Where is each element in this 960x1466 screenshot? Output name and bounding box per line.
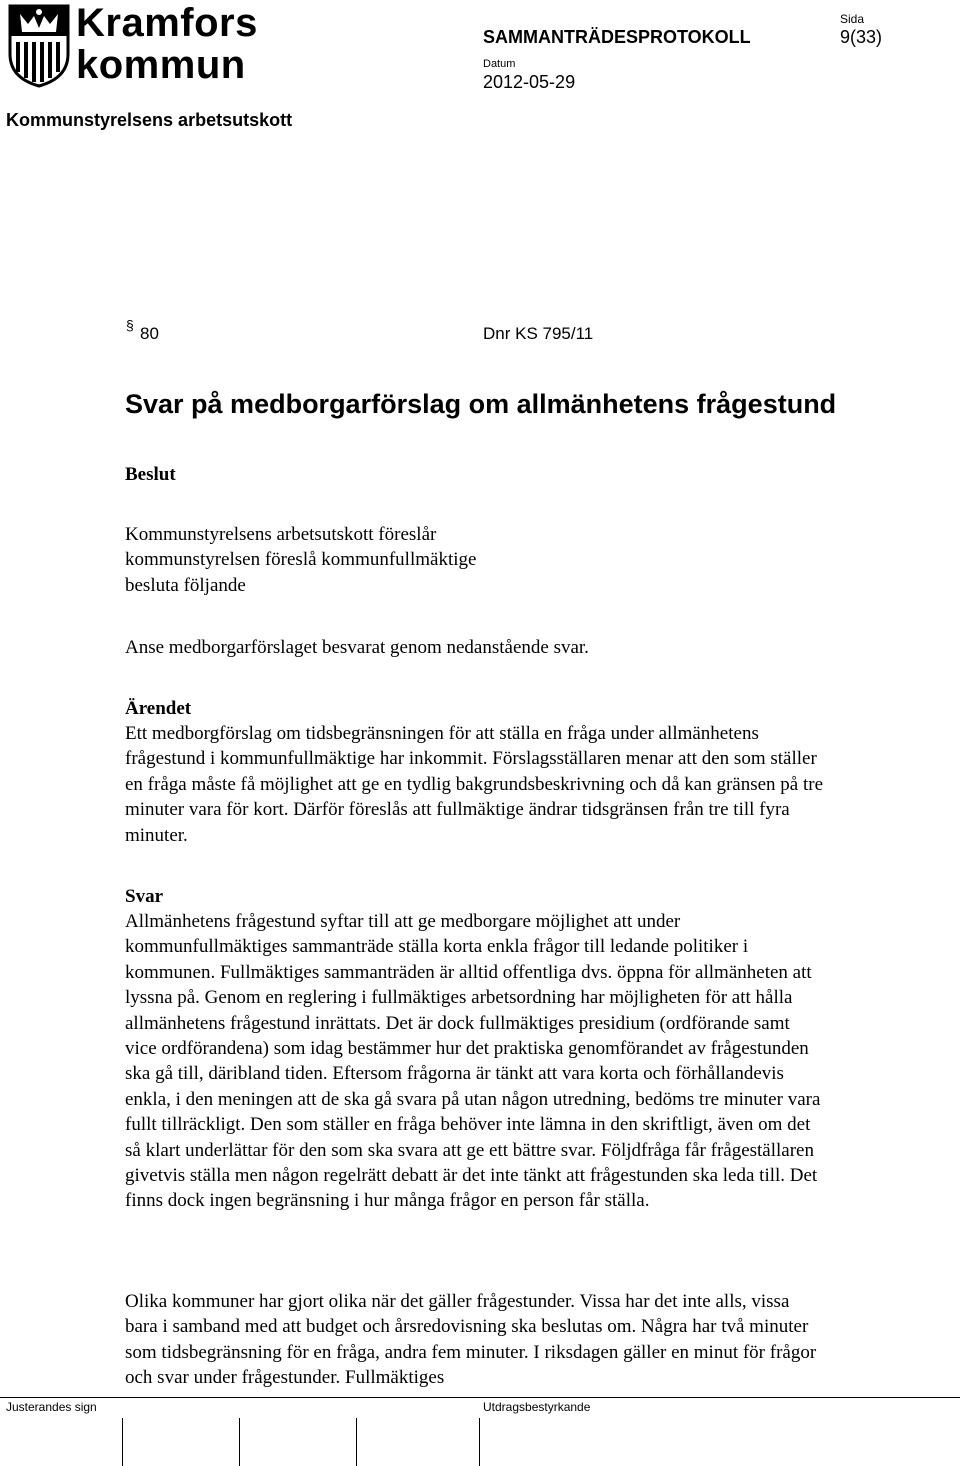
date-label: Datum [483,58,516,70]
page-title: Svar på medborgarförslag om allmänhetens frågestund [125,389,837,419]
committee-name: Kommunstyrelsens arbetsutskott [6,110,293,130]
signature-box-divider [239,1418,240,1466]
adjuster-signature-label: Justerandes sign [6,1400,97,1414]
document-type: SAMMANTRÄDESPROTOKOLL [483,27,751,47]
decision-heading: Beslut [125,464,176,485]
meeting-date: 2012-05-29 [483,72,576,92]
page-label: Sida [840,12,865,26]
footer-divider [0,1397,960,1398]
answer-continuation-text: Olika kommuner har gjort olika när det gäller frågestunder. Vissa har det inte alls, vissa bara i samband med att budget och årsredovisning ska beslutas om. Några har två minuter som tidsbegränsning för en fråga, andra fem minuter. I riksdagen gäller en minut för frågor och svar under frågestunder. Fullmäktiges [125,1291,817,1389]
signature-box-divider [356,1418,357,1466]
answer-heading: Svar [125,886,163,907]
matter-text: Ett medborgförslag om tidsbegränsningen för att ställa en fråga under allmänhetens frågestund i kommunfullmäktige har inkommit. Förslagsställaren menar att den som ställer en fråga måste få möjlighet att ge en tydlig bakgrundsbeskrivning och då kan gränsen på tre minuter vara för kort. Därför föreslås att fullmäktige ändrar tidsgränsen från tre till fyra minuter. [125,723,824,846]
signature-box-divider [122,1418,123,1466]
matter-heading: Ärendet [125,698,192,719]
answer-text: Allmänhetens frågestund syftar till att ge medborgare möjlighet att under kommunfullmäktiges sammanträde ställa korta enkla frågor till ledande politiker i kommunen. Fullmäktiges sammanträden är alltid offentliga dvs. öppna för allmänheten att lyssna på. Genom en reglering i fullmäktiges arbetsordning har möjligheten för att hålla allmänhetens frågestund inrättats. Det är dock fullmäktiges presidium (ordförande samt vice ordförandena) som idag bestämmer hur det praktiska genomförandet av frågestunden ska gå till, däribland tiden. Eftersom frågorna är tänkt att vara korta och förhållandevis enkla, i den meningen att de ska gå svara på utan någon utredning, bedöms tre minuter vara fullt tillräckligt. Den som ställer en fråga behöver inte lämna in den skriftligt, även om det så klart underlättar för den som ska svara att ge ett bättre svar. Följdfråga får frågeställaren givetvis ställa men någon regelrätt debatt är det inte tänkt att frågestunden ska leda till. Det finns dock ingen begränsning i hur många frågor en person får ställa. [125,911,821,1212]
section-number: 80 [140,324,159,343]
registration-number: Dnr KS 795/11 [483,324,594,343]
signature-box-divider [479,1418,480,1466]
extract-certification-label: Utdragsbestyrkande [483,1400,591,1414]
decision-text: Kommunstyrelsens arbetsutskott föreslår kommunstyrelsen föreslå kommunfullmäktige besluta följande [125,524,477,596]
municipality-logo [6,2,256,88]
section-sign: § [126,317,134,333]
page-number: 9(33) [840,27,883,47]
decision-statement: Anse medborgarförslaget besvarat genom nedanstående svar. [125,637,589,658]
logo-wordmark: Kramfors kommun [76,1,258,87]
